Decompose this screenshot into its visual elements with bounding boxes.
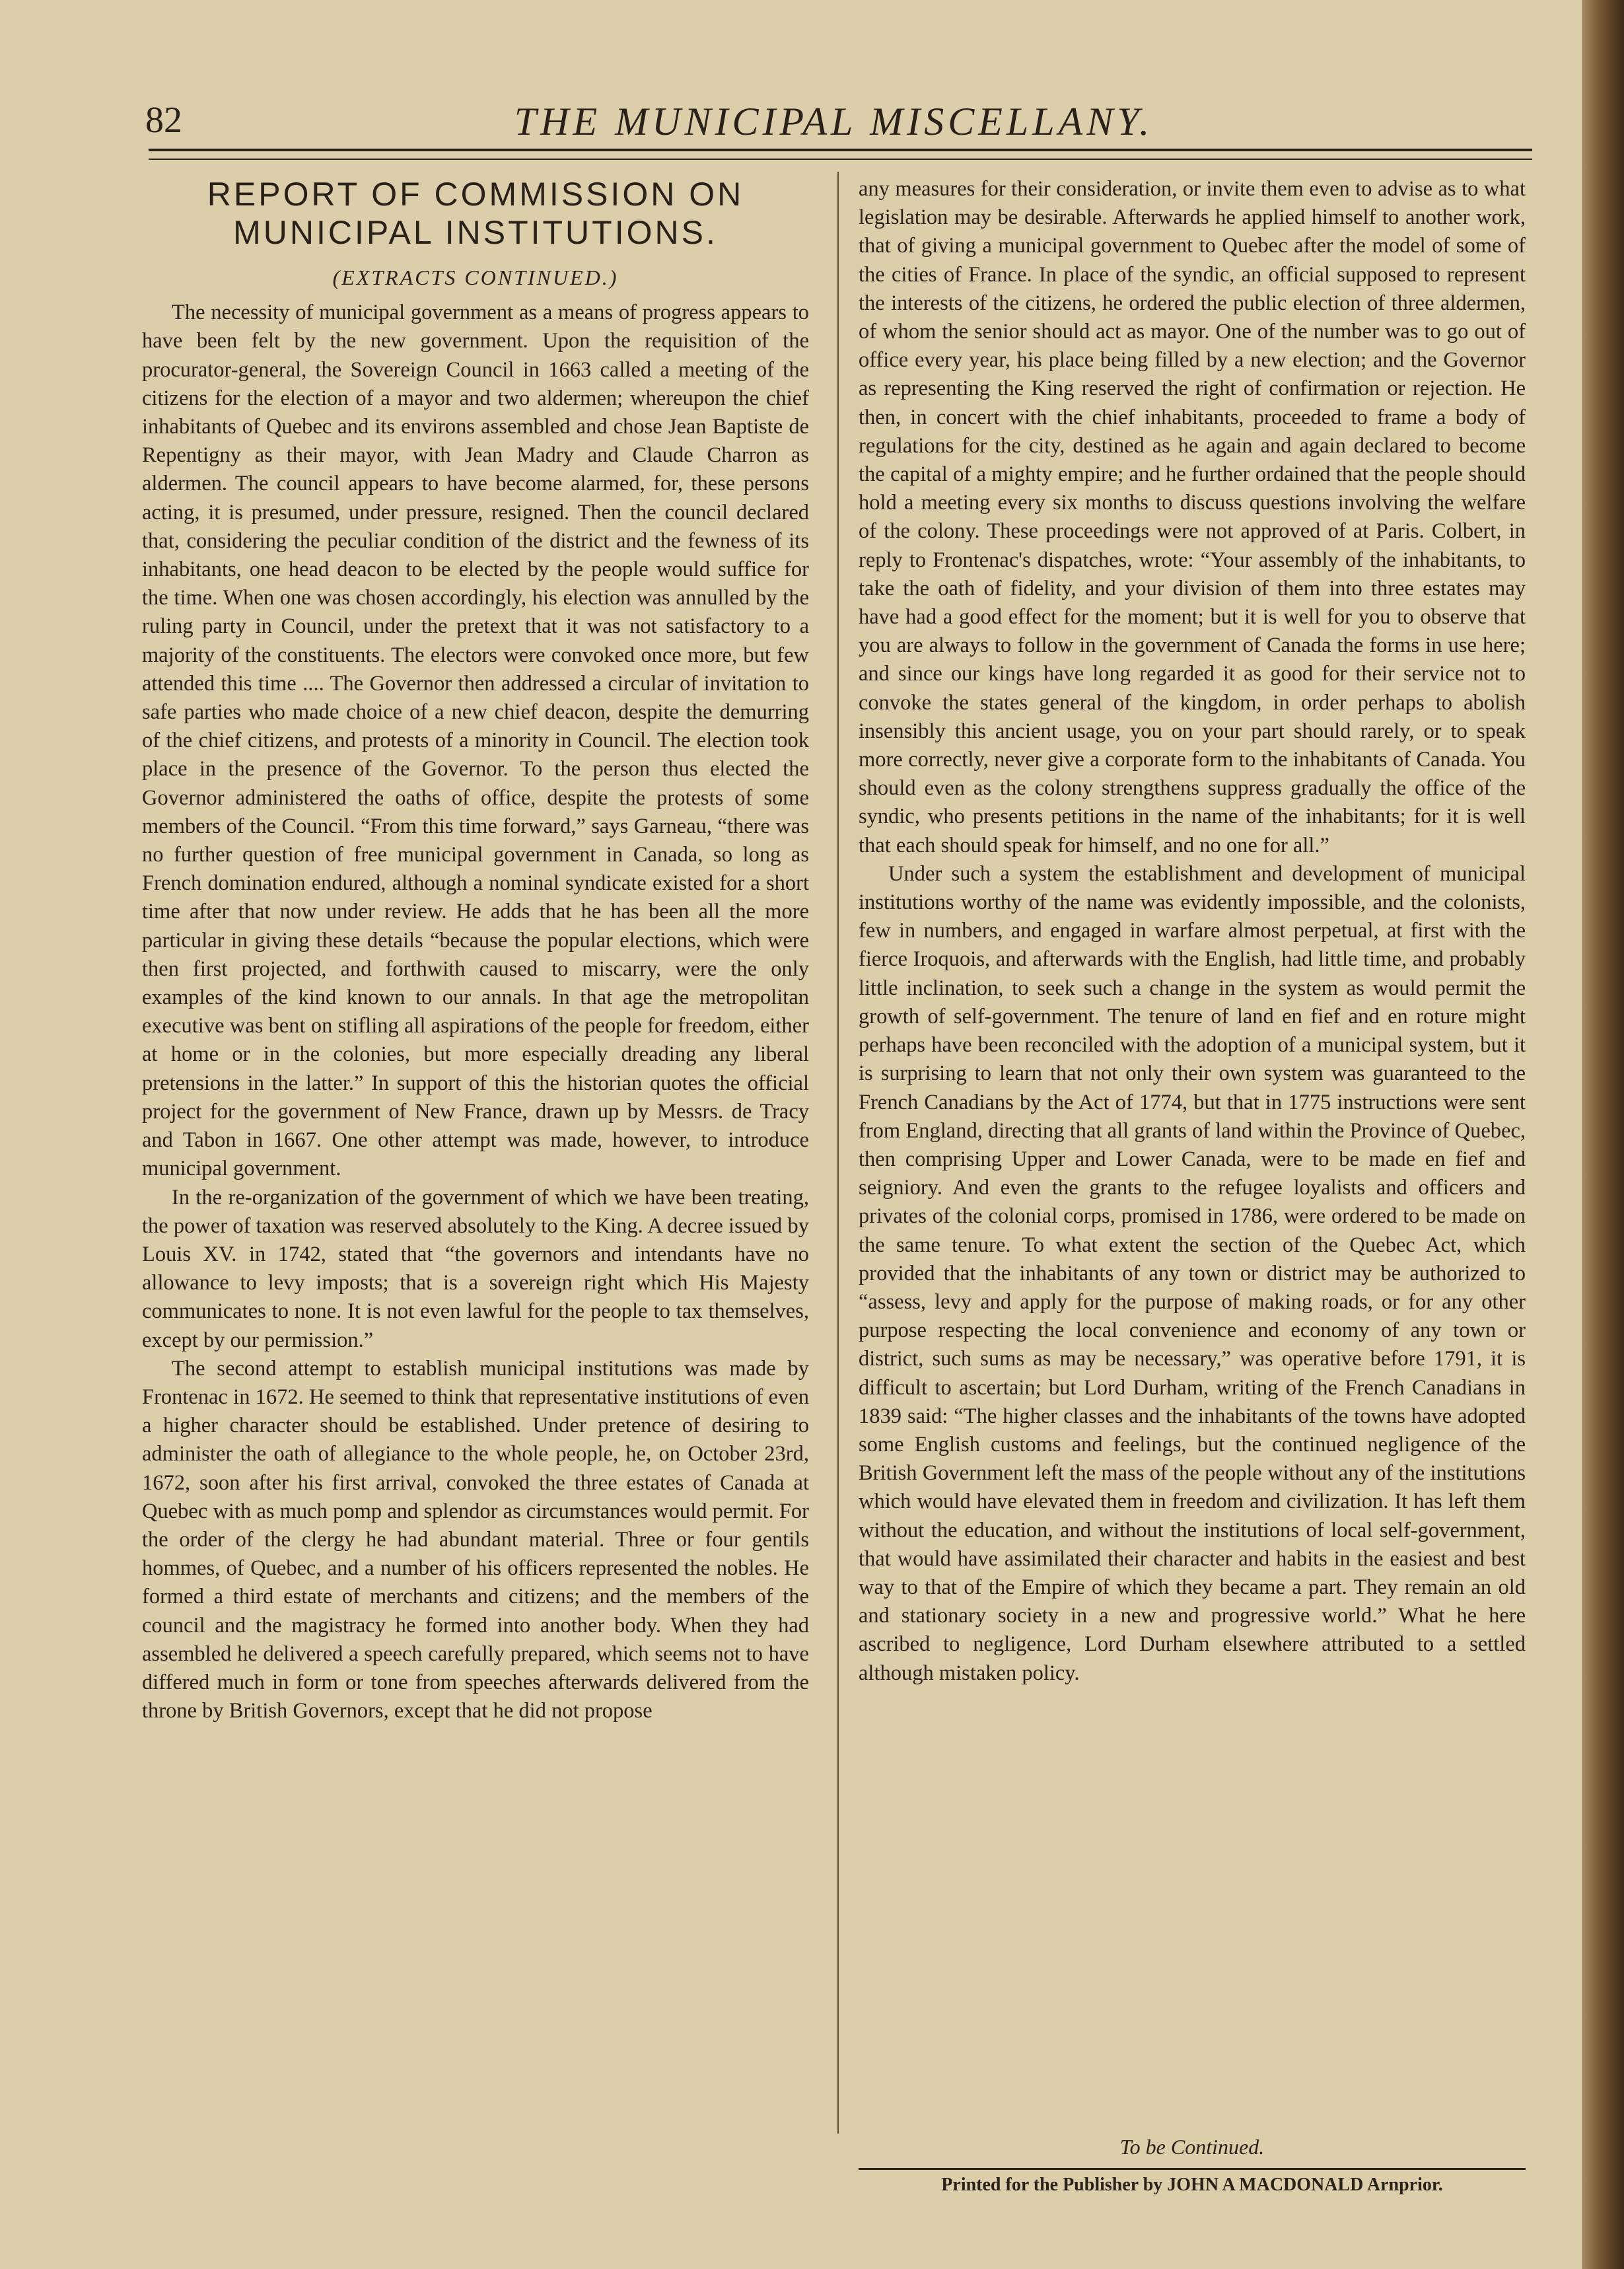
paragraph: any measures for their consideration, or invite them even to advise as to what legislation may be desirable. Afterwards he applied himself to another work, that of giving a municipal government to Quebec after the model of some of the cities of France. In place of the syndic, an official supposed to represent the interests of the citizens, he ordered the public election of three aldermen, of whom the senior should act as mayor. One of the number was to go out of office every year, his place being filled by a new election; and the Governor as representing the King reserved the right of confirmation or rejection. He then, in concert with the chief inhabitants, proceeded to frame a body of regulations for the city, destined as he again and again declared to become the capital of a mighty empire; and he further ordained that the people should hold a meeting every six months to discuss questions involving the welfare of the colony. These proceedings were not approved of at Paris. Colbert, in reply to Frontenac's dispatches, wrote: “Your assembly of the inhabitants, to take the oath of fidelity, and your division of them into three estates may have had a good effect for the moment; but it is well for you to observe that you are always to follow in the government of Canada the forms in use here; and since our kings have long regarded it as good for their service not to convoke the states general of the kingdom, in order perhaps to abolish insensibly this ancient usage, you on your part should rarely, or to speak more correctly, never give a corporate form to the inhabitants of Canada. You should even as the colony strengthens suppress gradually the office of the syndic, who presents petitions in the name of the inhabitants; for it is well that each should speak for himself, and no one for all.” [859,177,1526,857]
page-header [139,86,1529,145]
column-divider [837,172,839,2134]
paragraph: Under such a system the establishment and development of municipal institutions worthy of the name was evidently impossible, and the colonists, few in numbers, and engaged in warfare almost perpetual, at first with the fierce Iroquois, and afterwards with the English, had little time, and probably little inclination, to seek such a change in the system as would permit the growth of self-government. The tenure of land en fief and en roture might perhaps have been reconciled with the adoption of a municipal system, but it is surprising to learn that not only their own system was guaranteed to the French Canadians by the Act of 1774, but that in 1775 instructions were sent from England, directing that all grants of land within the Province of Quebec, then comprising Upper and Lower Canada, were to be made en fief and seigniory. And even the grants to the refugee loyalists and officers and privates of the colonial corps, promised in 1786, were ordered to be made on the same tenure. To what extent the section of the Quebec Act, which provided that the inhabitants of any town or district may be authorized to “assess, levy and apply for the purpose of making roads, or for any other purpose respecting the local convenience and economy of any town or district, such sums as may be necessary,” was operative before 1791, it is difficult to ascertain; but Lord Durham, writing of the French Canadians in 1839 said: “The higher classes and the inhabitants of the towns have adopted some English customs and feelings, but the continued negligence of the British Government left the mass of the people without any of the institutions which would have elevated them in freedom and civilization. It has left them without the education, and without the institutions of local self-government, that would have assimilated their character and habits in the easiest and best way to that of the Empire of which they became a part. They remain an old and stationary society in a new and progressive world.” What he here ascribed to negligence, Lord Durham elsewhere attributed to a settled although mistaken policy. [859,861,1526,1685]
footer-rule [859,2168,1526,2170]
header-rule-thin [149,159,1532,160]
paragraph: The necessity of municipal government as a means of progress appears to have been felt by the new government. Upon the requisition of the procurator-general, the Sovereign Council in 1663 called a meeting of the citizens for the election of a mayor and two aldermen; whereupon the chief inhabitants of Quebec and its environs assembled and chose Jean Baptiste de Repentigny as their mayor, with Jean Madry and Claude Charron as aldermen. The council appears to have become alarmed, for, these persons acting, it is presumed, under pressure, resigned. Then the council declared that, considering the peculiar condition of the district and the fewness of its inhabitants, one head deacon to be elected by the people would suffice for the time. When one was chosen accordingly, his election was annulled by the ruling party in Council, under the pretext that it was not satisfactory to a majority of the constituents. The electors were convoked once more, but few attended this time .... The Governor then addressed a circular of invitation to safe parties who made choice of a new chief deacon, despite the demurring of the chief citizens, and protests of a minority in Council. The election took place in the presence of the Governor. To the person thus elected the Governor administered the oaths of office, despite the protests of some members of the Council. “From this time forward,” says Garneau, “there was no further question of free municipal government in Canada, so long as French domination endured, although a nominal syndicate existed for a short time after that now under review. He adds that he has been all the more particular in giving these details “because the popular elections, which were then first projected, and forthwith caused to miscarry, were the only examples of the kind known to our annals. In that age the metropolitan executive was bent on stifling all aspirations of the people for freedom, either at home or in the colonies, but more especially dreading any liberal pretensions in the latter.” In support of this the historian quotes the official project for the government of New France, drawn up by Messrs. de Tracy and Tabon in 1667. One other attempt was made, however, to introduce municipal government. [142,301,809,1181]
running-title: THE MUNICIPAL MISCELLANY. [514,100,1154,143]
paragraph: In the re-organization of the government of which we have been treating, the power of taxation was reserved absolutely to the King. A decree issued by Louis XV. in 1742, stated that “the governors and intendants have no allowance to levy imposts; that is a sovereign right which His Majesty communicates to none. It is not even lawful for the people to tax themselves, except by our permission.” [142,1185,809,1352]
page-edge [1582,0,1624,2269]
left-column [142,175,809,1725]
article-title: REPORT OF COMMISSION ON MUNICIPAL INSTITUTIONS. [207,176,744,251]
printer-imprint: Printed for the Publisher by JOHN A MACDONALD Arnprior. [941,2175,1443,2195]
right-column [859,175,1526,1688]
paragraph: The second attempt to establish municipal institutions was made by Frontenac in 1672. He seemed to think that representative institutions of even a higher character should be established. Under pretence of desiring to administer the oath of allegiance to the whole people, he, on October 23rd, 1672, soon after his first arrival, convoked the three estates of Canada at Quebec with as much pomp and splendor as circumstances would permit. For the order of the clergy he had abundant material. Three or four gentils hommes, of Quebec, and a number of his officers represented the nobles. He formed a third estate of merchants and citizens; and the members of the council and the magistracy he formed into another body. When they had assembled he delivered a speech carefully prepared, which seems not to have differed much in form or tone from speeches afterwards delivered from the throne by British Governors, except that he did not propose [142,1356,809,1723]
to-be-continued: To be Continued. [1119,2135,1265,2159]
header-rule-thick [149,149,1532,151]
page-number: 82 [145,100,182,141]
article-subtitle: (EXTRACTS CONTINUED.) [332,266,619,289]
